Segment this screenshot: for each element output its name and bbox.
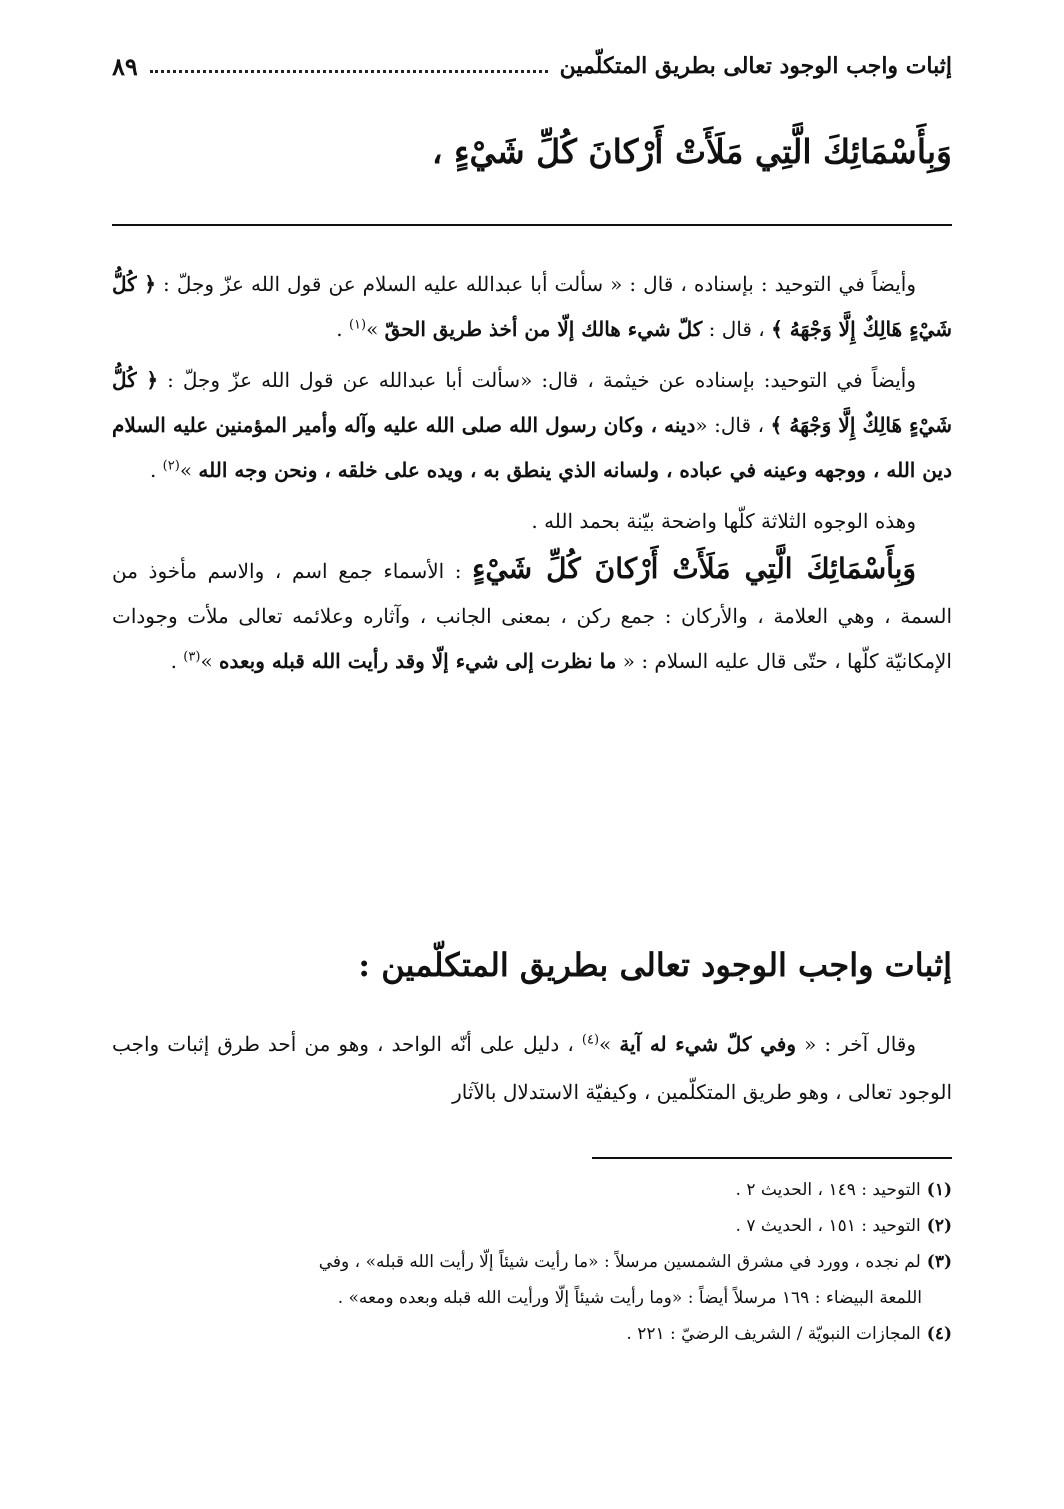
p4-hadith: ما نظرت إلى شيء إلّا وقد رأيت الله قبله وبعده: [219, 649, 617, 673]
running-title: إثبات واجب الوجود تعالى بطريق المتكلّمين: [559, 53, 952, 79]
p4-lemma: وَبِأَسْمَائِكَ الَّتِي مَلَأَتْ أَرْكانَ كُلِّ شَيْءٍ: [472, 552, 916, 585]
paragraph-4: [112, 546, 952, 684]
p4-close-quote: »: [200, 649, 220, 673]
footnote-text: لم نجده ، وورد في مشرق الشمسين مرسلاً : «ما رأيت شيئاً إلّا رأيت الله قبله» ، وفي: [318, 1252, 921, 1272]
p4-end: .: [170, 649, 184, 673]
footnote-ref-2[interactable]: (٢): [162, 458, 180, 474]
footnote-divider: [592, 1157, 952, 1159]
p1-quran-verse: ﴿ كُلُّ شَيْءٍ هَالِكٌ إِلَّا وَجْهَهُ ﴾: [112, 272, 952, 341]
heading-divider: [112, 224, 952, 226]
footnote-ref-4[interactable]: (٤): [581, 1032, 600, 1048]
footnote-number: (١): [926, 1180, 952, 1200]
sp-text: وقال آخر : «: [796, 1032, 917, 1056]
footnote-3: [112, 1244, 952, 1280]
p1-text: وأيضاً في التوحيد : بإسناده ، قال : « سألت أبا عبدالله عليه السلام عن قول الله عزّ وجلّ :: [156, 272, 916, 296]
p2-close-quote: »: [179, 458, 199, 482]
commentary-body: [112, 262, 952, 690]
running-header: [112, 46, 952, 86]
footnote-1: [112, 1172, 952, 1208]
p2-end: .: [149, 458, 163, 482]
page-number: ٨٩: [112, 51, 138, 81]
sp-close-quote: »: [599, 1032, 620, 1056]
p2-text: وأيضاً في التوحيد: بإسناده عن خيثمة ، قال: «سألت أبا عبدالله عن قول الله عزّ وجلّ :: [158, 368, 916, 392]
sp-text-2: ، دليل على أنّه الواحد ، وهو من أحد طرق إثبات واجب الوجود تعالى ، وهو طريق المتكلّمين ، وكيفيّة الاستدلال بالآثار: [112, 1032, 952, 1104]
p1-end: .: [336, 317, 349, 341]
footnote-text: المجازات النبويّة / الشريف الرضيّ : ٢٢١ .: [626, 1324, 921, 1344]
footnote-3-continued: اللمعة البيضاء : ١٦٩ مرسلاً أيضاً : «وما رأيت شيئاً إلّا ورأيت الله قبله وبعده ومعه» .: [337, 1288, 922, 1308]
p2-text-2: ، قال: «: [695, 413, 771, 437]
p1-close-quote: »: [366, 317, 385, 341]
footnote-number: (٤): [926, 1324, 952, 1344]
sp-quote: وفي كلّ شيء له آية: [619, 1032, 797, 1056]
paragraph-3: وهذه الوجوه الثلاثة كلّها واضحة بيّنة بحمد الله .: [531, 509, 916, 533]
footnotes: [112, 1172, 952, 1352]
footnote-number: (٢): [926, 1216, 952, 1236]
p1-hadith: كلّ شيء هالك إلّا من أخذ طريق الحقّ: [384, 317, 703, 341]
footnote-number: (٣): [926, 1252, 952, 1272]
footnote-2: [112, 1208, 952, 1244]
paragraph-2: [112, 358, 952, 493]
paragraph-1: [112, 262, 952, 352]
section-body: [112, 1020, 952, 1116]
footnote-text: التوحيد : ١٥١ ، الحديث ٧ .: [735, 1216, 921, 1236]
section-paragraph: [112, 1020, 952, 1116]
footnote-ref-1[interactable]: (١): [348, 317, 367, 333]
p2-hadith: دينه ، وكان رسول الله صلى الله عليه وآله وأمير المؤمنين عليه السلام دين الله ، ووجهه وعينه في عباده ، ولسانه الذي ينطق به ، ويده على خلقه ، ونحن وجه الله: [112, 413, 952, 482]
section-title: إثبات واجب الوجود تعالى بطريق المتكلّمين :: [358, 946, 952, 984]
leader-dots: [150, 70, 548, 73]
p4-text: : الأسماء جمع اسم ، والاسم مأخوذ من السمة ، وهي العلامة ، والأركان : جمع ركن ، بمعنى الجانب ، وآثاره وعلائمه تعالى ملأت وجودات الإمكانيّة كلّها ، حتّى قال عليه السلام : «: [112, 559, 952, 673]
p1-text-2: ، قال :: [702, 317, 772, 341]
footnote-4: [112, 1316, 952, 1352]
verse-heading: وَبِأَسْمَائِكَ الَّتِي مَلَأَتْ أَرْكانَ كُلِّ شَيْءٍ ،: [431, 132, 952, 171]
p2-quran-verse: ﴿ كُلُّ شَيْءٍ هَالِكٌ إِلَّا وَجْهَهُ ﴾: [112, 368, 953, 437]
footnote-text: التوحيد : ١٤٩ ، الحديث ٢ .: [735, 1180, 921, 1200]
footnote-ref-3[interactable]: (٣): [183, 649, 201, 665]
